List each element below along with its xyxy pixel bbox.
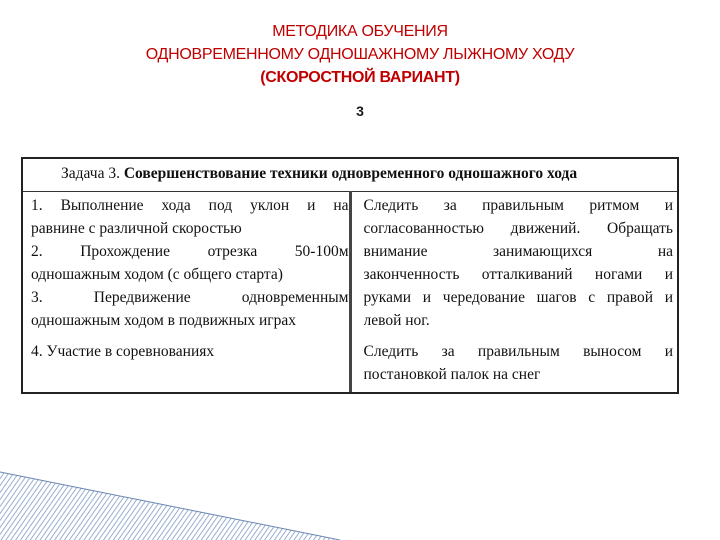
text-line: равнине с различной скоростью (31, 220, 242, 237)
text-line: левой ног. (363, 312, 430, 329)
task-title: Совершенствование техники одновременного одношажного хода (123, 165, 578, 182)
instructions-cell (350, 192, 677, 338)
table-row (23, 192, 677, 338)
text-line: согласованностью движений. Обращать (363, 220, 673, 237)
title-line-3: (СКОРОСТНОЙ ВАРИАНТ) (260, 69, 460, 86)
slide-title (0, 20, 720, 89)
task-table-grid (23, 159, 677, 392)
text-line: 4. Участие в соревнованиях (31, 342, 215, 360)
slide-number: 3 (356, 103, 364, 119)
instructions-cell (350, 338, 677, 393)
table-row (23, 338, 677, 393)
exercises-cell (23, 192, 350, 338)
text-line: 3. Передвижение одновременным (31, 289, 349, 306)
text-line: одношажным ходом (с общего старта) (31, 266, 283, 283)
table-header-row (23, 159, 677, 192)
task-label: Задача 3. (61, 165, 120, 182)
text-line: Следить за правильным выносом и (363, 342, 673, 360)
text-line: руками и чередование шагов с правой и (363, 289, 673, 306)
corner-decoration (0, 450, 340, 540)
title-line-1: МЕТОДИКА ОБУЧЕНИЯ (272, 23, 448, 40)
title-line-2: ОДНОВРЕМЕННОМУ ОДНОШАЖНОМУ ЛЫЖНОМУ ХОДУ (145, 46, 575, 63)
text-line: внимание занимающихся на (363, 243, 673, 260)
text-line: 1. Выполнение хода под уклон и на (31, 197, 349, 214)
text-line: законченность отталкиваний ногами и (363, 266, 673, 283)
table-header-cell (23, 159, 677, 192)
text-line: постановкой палок на снег (363, 365, 541, 383)
text-line: Следить за правильным ритмом и (363, 197, 673, 214)
task-table (21, 157, 679, 394)
exercises-cell (23, 338, 350, 393)
text-line: 2. Прохождение отрезка 50-100м (31, 243, 349, 260)
text-line: одношажным ходом в подвижных играх (31, 312, 297, 329)
